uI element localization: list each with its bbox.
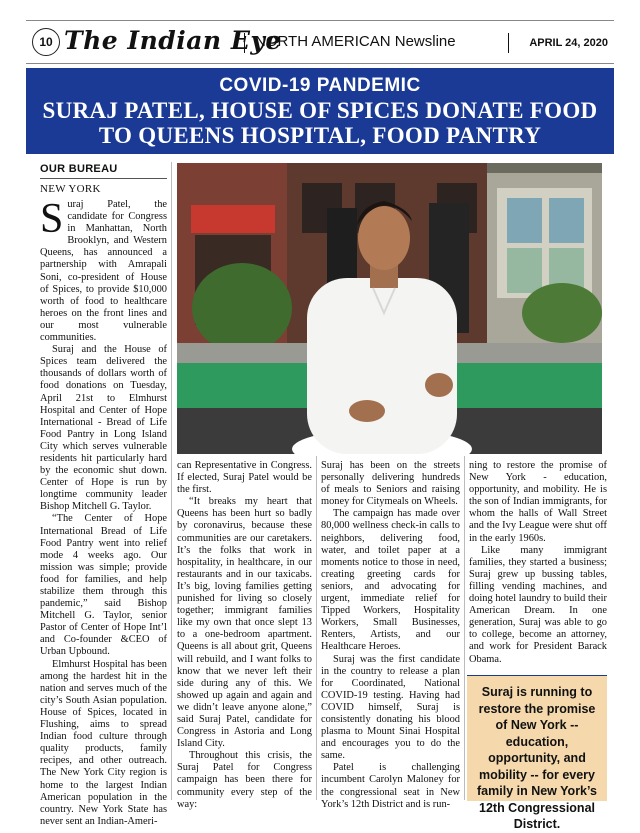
article-paragraph: can Representative in Congress. If elected, Suraj Patel would be the first.	[177, 460, 312, 496]
masthead-divider	[244, 33, 245, 53]
article-paragraph: Elmhurst Hospital has been among the hardest hit in the nation and serves much of the city’s South Asian population. House of Spices, located in Flushing, aims to spread Indian food culture through quality products, family recipes, and other outreach. The New York City region is home to the largest Indian American population in the country. New York State has never sent an Indian-Ameri-	[40, 658, 167, 827]
article-photo	[177, 163, 602, 454]
article-paragraph	[40, 196, 167, 344]
pull-quote-box	[467, 675, 607, 831]
headline-banner	[26, 68, 614, 154]
article-paragraph: Suraj has been on the streets personally delivering hundreds of meals to Seniors and raising money for Citymeals on Wheels.	[321, 460, 460, 508]
drop-cap: S	[40, 196, 64, 242]
column-divider	[171, 162, 172, 800]
article-paragraph: “The Center of Hope International Bread of Life Food Pantry went into relief mode 4 weeks ago. Our mission was simple; provide food for families, and help stabilize them through this pandemic,” said Bishop Mitchell G. Taylor, senior Pastor of Center of Hope Int’l and Co-founder &CEO of Urban Upbound.	[40, 513, 167, 658]
article-paragraph: The campaign has made over 80,000 wellness check-in calls to neighbors, delivering food, water, and toilet paper at a moments notice to those in need, creating greeting cards for seniors, and advocating for urgent, immediate relief for Tipped Workers, Hospitality Workers, Small Businesses, Renters, Artists, and our Healthcare Heroes.	[321, 508, 460, 653]
article-column-2	[177, 460, 312, 811]
article-paragraph: Patel is challenging incumbent Carolyn Maloney for the congressional seat in New York’s 12th District and is run-	[321, 762, 460, 810]
article-column-3	[321, 460, 460, 811]
article-paragraph: Like many immigrant families, they started a business; Suraj grew up bussing tables, filling vending machines, and doing hotel laundry to build their American Dream. In one generation, Suraj was able to go to college, become an attorney, and work for President Barack Obama.	[469, 544, 607, 665]
article-column-1	[40, 196, 167, 828]
issue-date: APRIL 24, 2020	[529, 37, 608, 49]
article-column-4	[469, 460, 607, 666]
article-paragraph: “It breaks my heart that Queens has been hurt so badly by coronavirus, because these communities are our caretakers. It’s the folks that work in hospitality, in healthcare, in our restaurants and in our taxicabs. It’s big, loving families getting punished for living so closely together; immigrant families like my own that once slept 13 to a one-bedroom apartment. Queens is all about grit, Queens will rebuild, and I want folks to know that we never left their side during any of this. We showed up again and again and we didn’t leave anyone alone,” said Suraj Patel, candidate for Congress in Astoria and Long Island City.	[177, 496, 312, 750]
column-divider	[316, 456, 317, 800]
article-paragraph: Suraj and the House of Spices team delivered the thousands of dollars worth of food donations on Tuesday, April 21st to Elmhurst Hospital and Center of Hope International - Bread of Life Food Pantry in Long Island City which serves vulnerable residents hit particularly hard by the economic shut down. Center of Hope is run by longtime community leader Bishop Mitchell G. Taylor.	[40, 344, 167, 513]
article-paragraph: Suraj was the first candidate in the country to release a plan for Coordinated, National COVID-19 testing. Having had COVID himself, Suraj is consistently donating his blood plasma to Mount Sinai Hospital and encourages you to do the same.	[321, 653, 460, 762]
kicker: COVID-19 PANDEMIC	[219, 75, 421, 96]
page-number: 10	[32, 28, 60, 56]
paragraph-text: uraj Patel, the candidate for Congress in Manhattan, North Brooklyn, and Western Queens, has announced a partnership with Amrapali Soni, co-president of House of Spices, to provide $10,000 worth of food to healthcare heroes on the front lines and our most vulnerable communities.	[40, 199, 167, 344]
newspaper-title: The Indian Eye	[64, 26, 282, 55]
masthead-divider	[508, 33, 509, 53]
article-paragraph: ning to restore the promise of New York - education, opportunity, and mobility. He is the son of Indian immigrants, for whom the halls of Wall Street and the Ivy League were shut off in the early 1960s.	[469, 460, 607, 544]
article-paragraph: Throughout this crisis, the Suraj Patel for Congress campaign has been there for community every step of the way:	[177, 750, 312, 810]
headline: SURAJ PATEL, HOUSE OF SPICES DONATE FOOD TO QUEENS HOSPITAL, FOOD PANTRY	[42, 98, 598, 148]
dateline: NEW YORK	[40, 183, 101, 195]
section-name: NORTH AMERICAN Newsline	[255, 33, 456, 50]
pull-quote-text: Suraj is running to restore the promise of New York -- education, opportunity, and mobility -- for every family in New York’s 12th Congressional District.	[477, 685, 597, 831]
byline-rule	[40, 178, 167, 179]
street-scene-photo	[177, 163, 602, 454]
masthead	[26, 20, 614, 64]
column-divider	[464, 456, 465, 800]
byline: OUR BUREAU	[40, 163, 118, 175]
